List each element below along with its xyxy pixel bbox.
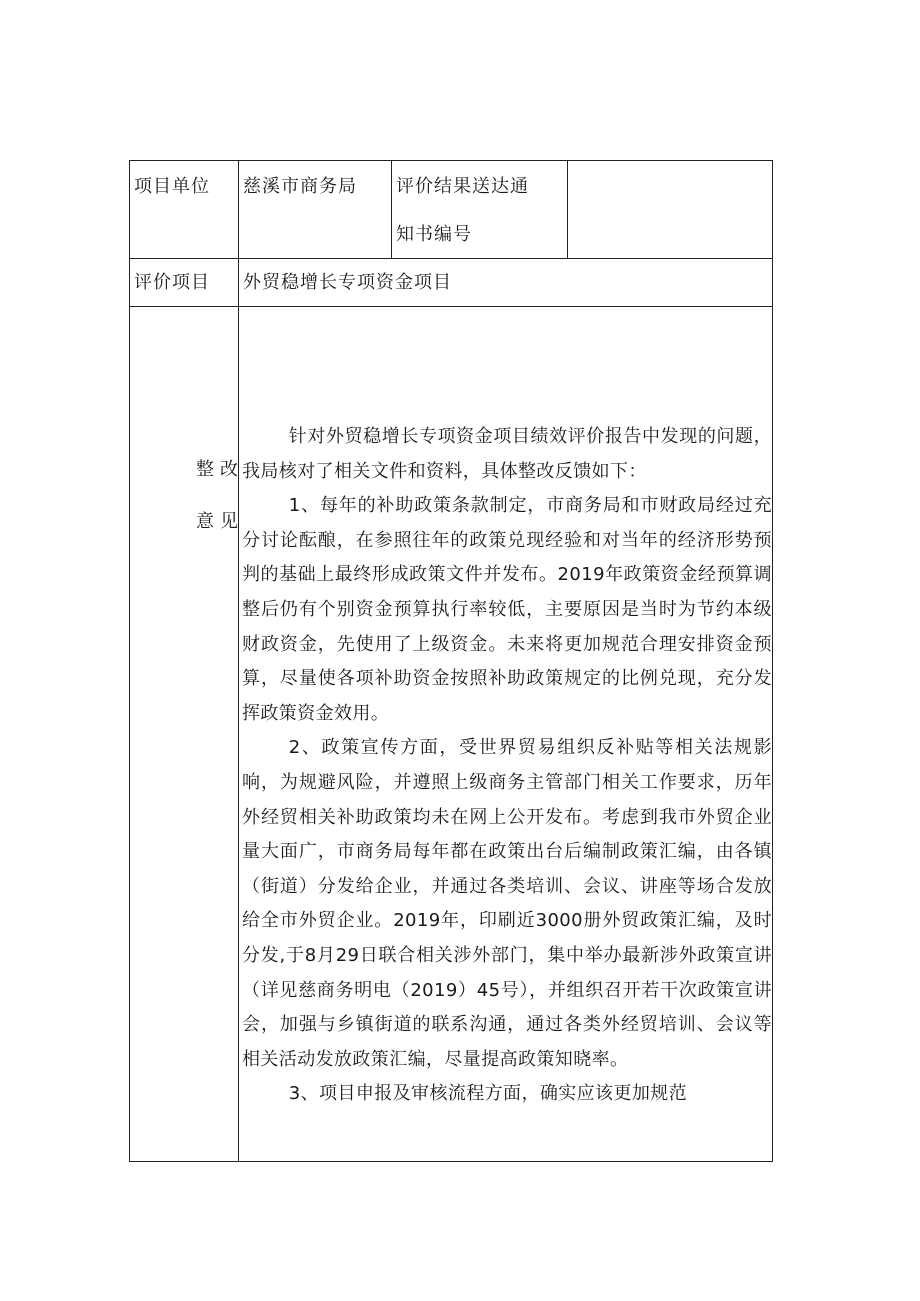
row-divider-2: [129, 306, 773, 307]
col-divider-2: [391, 160, 392, 258]
paragraph-2: 2、政策宣传方面，受世界贸易组织反补贴等相关法规影响，为规避风险，并遵照上级商务主管部门相关工作要求，历年外经贸相关补助政策均未在网上公开发布。考虑到我市外贸企业量大面广，市商务局每年都在政策出台后编制政策汇编，由各镇（街道）分发给企业，并通过各类培训、会议、讲座等场合发放给全市外贸企业。2019年，印刷近3000册外贸政策汇编，及时分发,于8月29日联合相关涉外部门，集中举办最新涉外政策宣讲（详见慈商务明电（2019）45号），并组织召开若干次政策宣讲会，加强与乡镇街道的联系沟通，通过各类外经贸培训、会议等相关活动发放政策汇编，尽量提高政策知晓率。: [242, 737, 772, 1070]
paragraph-1: 1、每年的补助政策条款制定，市商务局和市财政局经过充分讨论酝酿，在参照往年的政策兑现经验和对当年的经济形势预判的基础上最终形成政策文件并发布。2019年政策资金经预算调整后仍有个别资金预算执行率较低，主要原因是当时为节约本级财政资金，先使用了上级资金。未来将更加规范合理安排资金预算，尽量使各项补助资金按照补助政策规定的比例兑现，充分发挥政策资金效用。: [242, 495, 772, 724]
col-divider-1: [238, 160, 239, 1162]
notice-label-line1: 评价结果送达通: [396, 176, 529, 197]
project-value: 外贸稳增长专项资金项目: [243, 272, 452, 293]
project-label: 评价项目: [134, 272, 210, 293]
rectify-content: [242, 420, 772, 1112]
notice-label-line2: 知书编号: [396, 224, 472, 245]
row-divider-1: [129, 258, 773, 259]
paragraph-intro: 针对外贸稳增长专项资金项目绩效评价报告中发现的问题，我局核对了相关文件和资料，具体整改反馈如下：: [242, 426, 772, 482]
rectify-label-line1: 整改: [196, 459, 244, 480]
paragraph-3: 3、项目申报及审核流程方面，确实应该更加规范: [288, 1083, 688, 1105]
rectify-label-line2: 意见: [196, 511, 244, 532]
unit-label: 项目单位: [134, 176, 210, 197]
col-divider-3: [567, 160, 568, 258]
unit-value: 慈溪市商务局: [243, 176, 357, 197]
